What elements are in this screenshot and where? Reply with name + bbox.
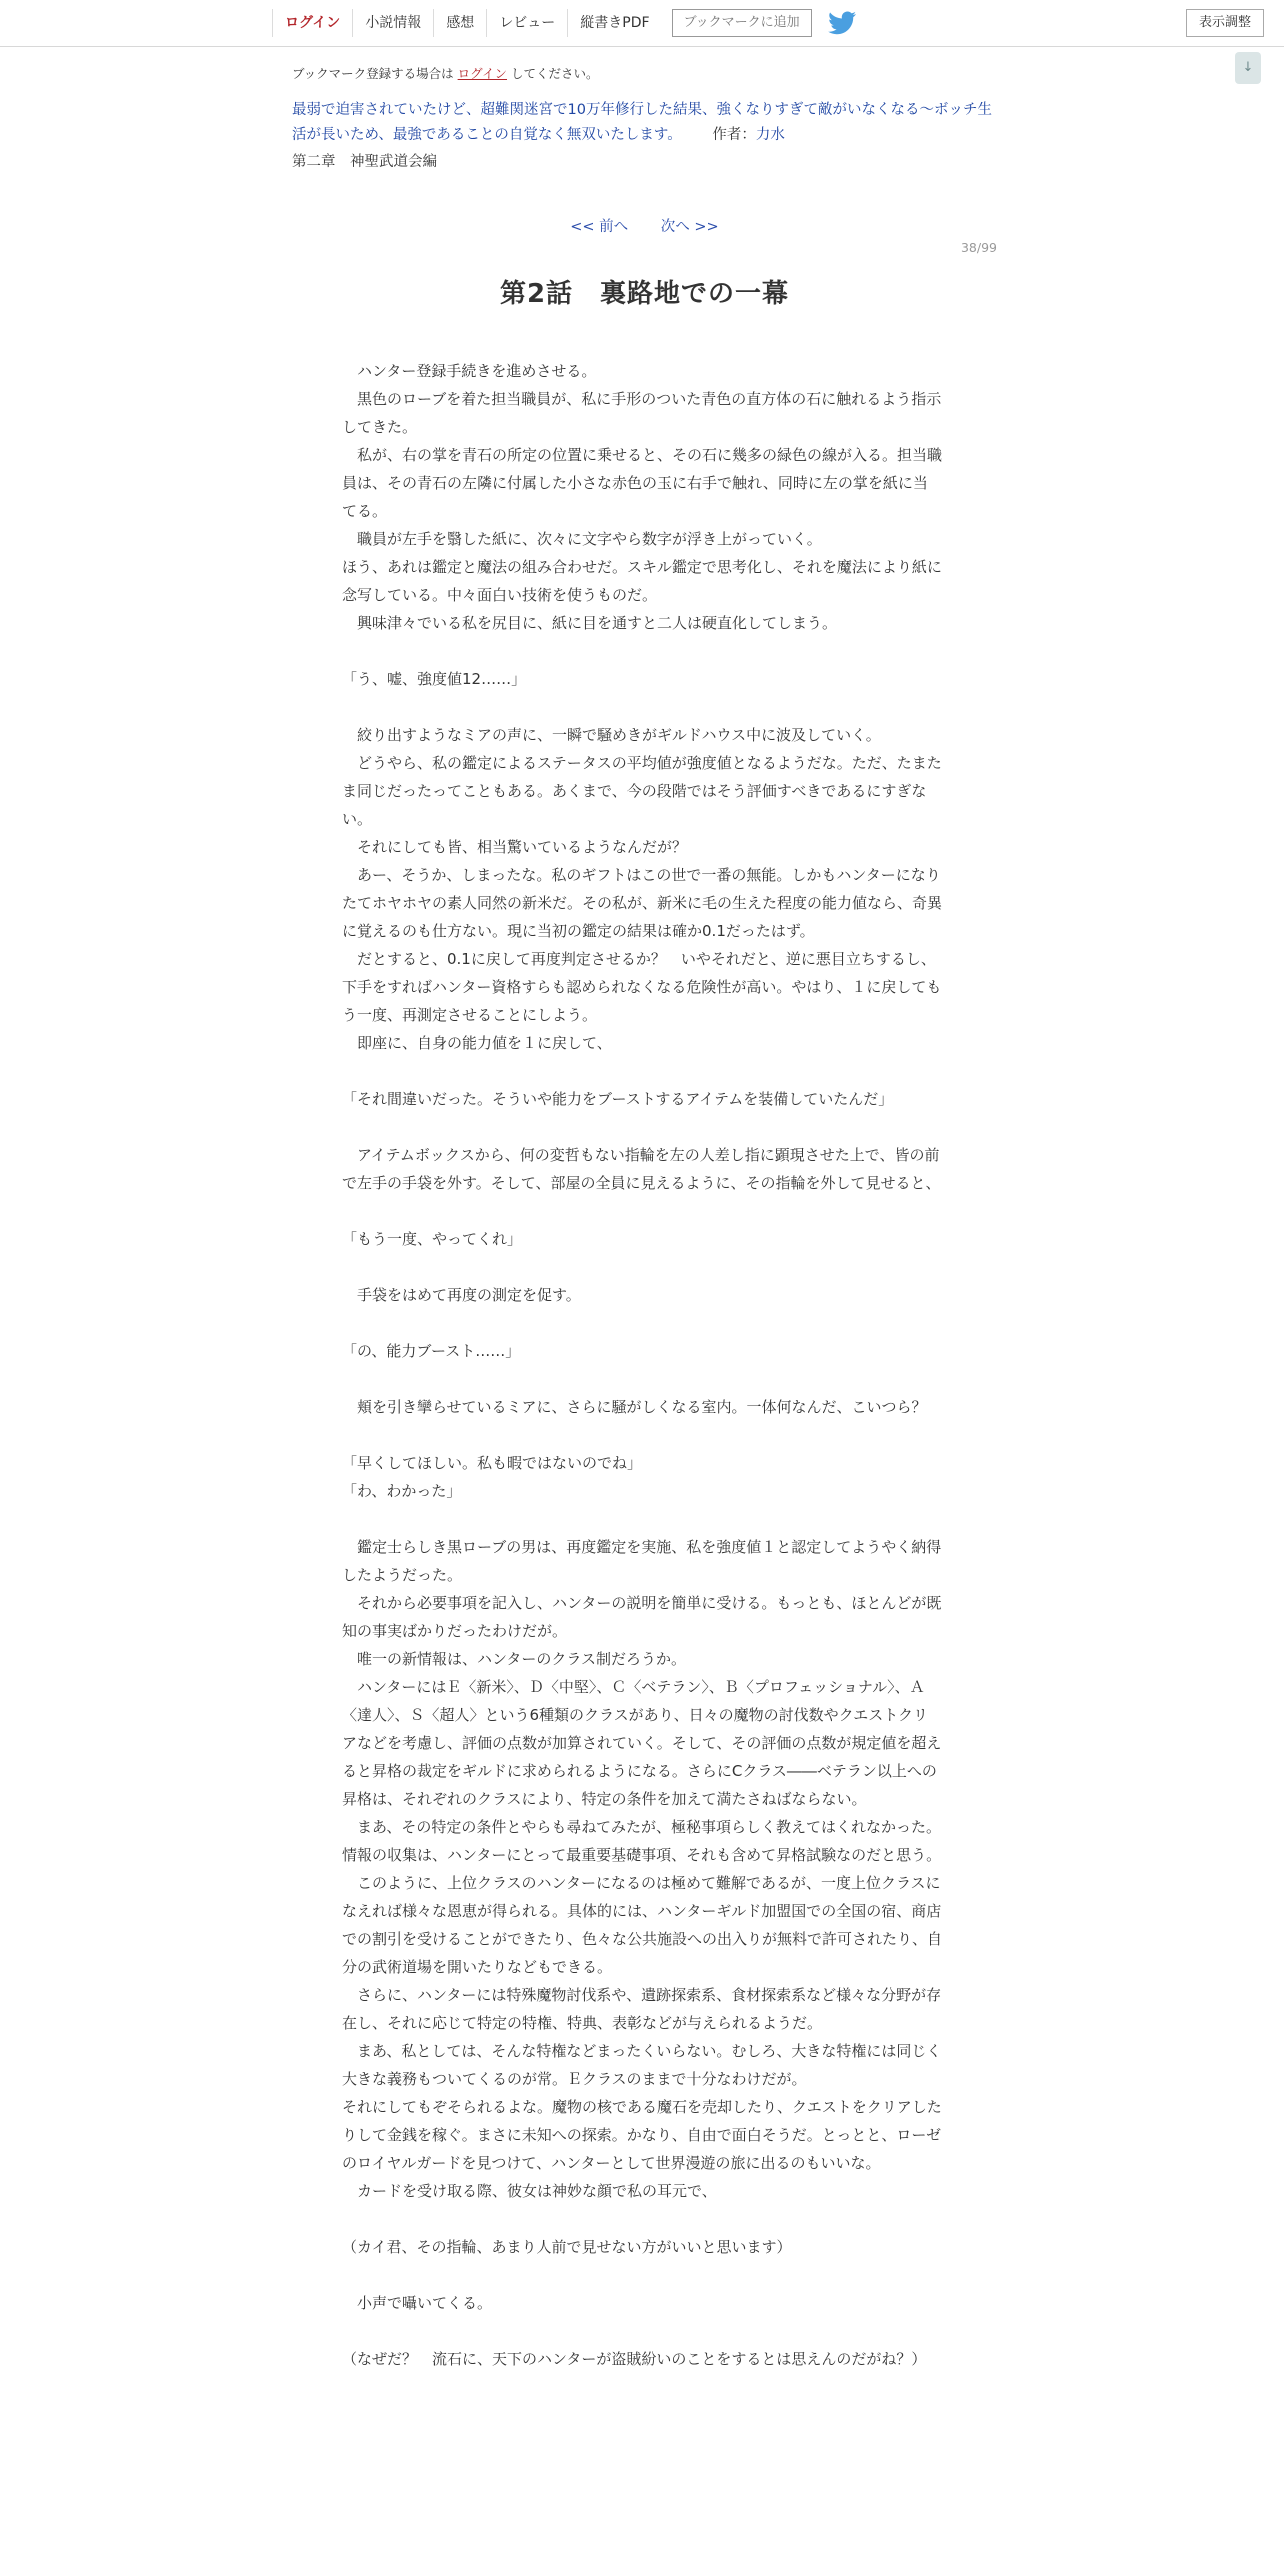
body-paragraph: 黒色のローブを着た担当職員が、私に手形のついた青色の直方体の石に触れるよう指示してきた。: [342, 390, 942, 436]
body-paragraph: [342, 1253, 942, 1281]
body-paragraph: カードを受け取る際、彼女は神妙な顔で私の耳元で、: [342, 2182, 717, 2200]
author-link[interactable]: 力水: [755, 127, 785, 143]
body-paragraph: 絞り出すようなミアの声に、一瞬で騒めきがギルドハウス中に波及していく。: [342, 726, 881, 744]
display-settings-button[interactable]: 表示調整: [1186, 9, 1264, 37]
episode-title: 第2話 裏路地での一幕: [499, 279, 790, 309]
body-paragraph: さらに、ハンターには特殊魔物討伐系や、遺跡探索系、食材探索系など様々な分野が存在し、それに応じて特定の特権、特典、表彰などが与えられるようだ。: [342, 1986, 942, 2032]
body-paragraph: 頬を引き攣らせているミアに、さらに騒がしくなる室内。一体何なんだ、こいつら？: [342, 1398, 927, 1416]
body-paragraph: 唯一の新情報は、ハンターのクラス制だろうか。: [342, 1650, 686, 1668]
novel-header: [292, 46, 997, 310]
episode-number: 38/99: [960, 240, 997, 255]
novel-title-link[interactable]: 最弱で迫害されていたけど、超難関迷宮で10万年修行した結果、強くなりすぎて敵がいなくなる～ボッチ生活が長いため、最強であることの自覚なく無双いたします。: [292, 102, 992, 143]
body-paragraph: [342, 2205, 942, 2233]
nav-novel-info-link[interactable]: 小説情報: [352, 9, 433, 37]
nav-review-link[interactable]: レビュー: [486, 9, 567, 37]
novel-title-block: [292, 98, 997, 148]
next-episode-link[interactable]: 次へ >>: [660, 219, 719, 235]
body-paragraph: 職員が左手を翳した紙に、次々に文字やら数字が浮き上がっていく。: [342, 530, 822, 548]
body-paragraph: 「それ間違いだった。そういや能力をブーストするアイテムを装備していたんだ」: [342, 1090, 894, 1108]
episode-body: [342, 357, 942, 2373]
body-paragraph: [342, 2261, 942, 2289]
chapter-title: 第二章 神聖武道会編: [292, 154, 437, 170]
body-paragraph: 手袋をはめて再度の測定を促す。: [342, 1286, 581, 1304]
body-paragraph: 「もう一度、やってくれ」: [342, 1230, 523, 1248]
body-paragraph: 「う、嘘、強度値12……」: [342, 670, 527, 688]
body-paragraph: 興味津々でいる私を尻目に、紙に目を通すと二人は硬直化してしまう。: [342, 614, 838, 632]
bookmark-notice: [292, 64, 997, 82]
body-paragraph: だとすると、0.1に戻して再度判定させるか？ いやそれだと、逆に悪目立ちするし、下手をすればハンター資格すらも認められなくなる危険性が高い。やはり、１に戻してもう一度、再測定させることにしよう。: [342, 950, 942, 1024]
bookmark-notice-after: してください。: [511, 66, 599, 81]
body-paragraph: 「わ、わかった」: [342, 1482, 462, 1500]
body-paragraph: 小声で囁いてくる。: [342, 2294, 493, 2312]
body-paragraph: [342, 693, 942, 721]
body-paragraph: [342, 1309, 942, 1337]
body-paragraph: 「早くしてほしい。私も暇ではないのでね」: [342, 1454, 643, 1472]
body-paragraph: このように、上位クラスのハンターになるのは極めて難解であるが、一度上位クラスになえれば様々な恩恵が得られる。具体的には、ハンターギルド加盟国での全国の宿、商店での割引を受けることができたり、色々な公共施設への出入りが無料で許可されたり、自分の武術道場を開いたりなどもできる。: [342, 1874, 943, 1976]
body-paragraph: [342, 1113, 942, 1141]
body-paragraph: [342, 1505, 942, 1533]
body-paragraph: [342, 1365, 942, 1393]
body-paragraph: 即座に、自身の能力値を１に戻して、: [342, 1034, 612, 1052]
body-paragraph: それから必要事項を記入し、ハンターの説明を簡単に受ける。もっとも、ほとんどが既知の事実ばかりだったわけだが。: [342, 1594, 942, 1640]
nav-impressions-link[interactable]: 感想: [433, 9, 486, 37]
body-paragraph: それにしても皆、相当驚いているようなんだが？: [342, 838, 688, 856]
prev-episode-link[interactable]: << 前へ: [570, 219, 629, 235]
body-paragraph: あー、そうか、しまったな。私のギフトはこの世で一番の無能。しかもハンターになりたてホヤホヤの素人同然の新米だ。その私が、新米に毛の生えた程度の能力値なら、奇異に覚えるのも仕方ない。現に当初の鑑定の結果は確か0.1だったはず。: [342, 866, 943, 940]
body-paragraph: 「の、能力ブースト……」: [342, 1342, 521, 1360]
body-paragraph: まあ、その特定の条件とやらも尋ねてみたが、極秘事項らしく教えてはくれなかった。情報の収集は、ハンターにとって最重要基礎事項、それも含めて昇格試験なのだと思う。: [342, 1818, 942, 1864]
bookmark-notice-before: ブックマーク登録する場合は: [292, 66, 454, 81]
add-bookmark-button[interactable]: ブックマークに追加: [672, 9, 812, 37]
body-paragraph: ハンター登録手続きを進めさせる。: [342, 362, 597, 380]
scroll-down-button[interactable]: ↓: [1235, 52, 1261, 84]
nav-vertical-pdf-link[interactable]: 縦書きPDF: [567, 9, 661, 37]
nav-list: [272, 0, 856, 46]
body-paragraph: [342, 1057, 942, 1085]
bookmark-notice-login-link[interactable]: ログイン: [457, 66, 508, 81]
body-paragraph: ハンターにはＥ〈新米〉、Ｄ〈中堅〉、Ｃ〈ベテラン〉、Ｂ〈プロフェッショナル〉、Ａ〈達人〉、Ｓ〈超人〉という6種類のクラスがあり、日々の魔物の討伐数やクエストクリアなどを考慮し、評価の点数が加算されていく。そして、その評価の点数が規定値を超えると昇格の裁定をギルドに求められるようになる。さらにCクラス――ベテラン以上への昇格は、それぞれのクラスにより、特定の条件を加えて満たさねばならない。: [342, 1678, 942, 1808]
body-paragraph: [342, 1421, 942, 1449]
nav-login-link[interactable]: ログイン: [272, 9, 352, 37]
body-paragraph: 私が、右の掌を青石の所定の位置に乗せると、その石に幾多の緑色の線が入る。担当職員は、その青石の左隣に付属した小さな赤色の玉に右手で触れ、同時に左の掌を紙に当てる。: [342, 446, 943, 520]
twitter-icon[interactable]: [828, 11, 856, 35]
body-paragraph: 鑑定士らしき黒ローブの男は、再度鑑定を実施、私を強度値１と認定してようやく納得したようだった。: [342, 1538, 942, 1584]
body-paragraph: アイテムボックスから、何の変哲もない指輪を左の人差し指に顕現させた上で、皆の前で左手の手袋を外す。そして、部屋の全員に見えるように、その指輪を外して見せると、: [342, 1146, 941, 1192]
top-navigation-bar: [0, 0, 1284, 47]
body-paragraph: （カイ君、その指輪、あまり人前で見せない方がいいと思います）: [342, 2238, 792, 2256]
body-paragraph: まあ、私としては、そんな特権などまったくいらない。むしろ、大きな特権には同じく大きな義務もついてくるのが常。Ｅクラスのままで十分なわけだが。: [342, 2042, 942, 2088]
body-paragraph: ほう、あれは鑑定と魔法の組み合わせだ。スキル鑑定で思考化し、それを魔法により紙に念写している。中々面白い技術を使うものだ。: [342, 558, 942, 604]
episode-pager: [292, 215, 997, 236]
body-paragraph: [342, 637, 942, 665]
body-paragraph: [342, 1197, 942, 1225]
body-paragraph: どうやら、私の鑑定によるステータスの平均値が強度値となるようだな。ただ、たまたま同じだったってこともある。あくまで、今の段階ではそう評価すべきであるにすぎない。: [342, 754, 942, 828]
body-paragraph: [342, 2317, 942, 2345]
body-paragraph: （なぜだ？ 流石に、天下のハンターが盗賊紛いのことをするとは思えんのだがね？）: [342, 2350, 927, 2368]
body-paragraph: それにしてもぞそられるよな。魔物の核である魔石を売却したり、クエストをクリアしたりして金銭を稼ぐ。まさに未知への探索。かなり、自由で面白そうだ。とっとと、ローゼのロイヤルガードを見つけて、ハンターとして世界漫遊の旅に出るのもいいな。: [342, 2098, 942, 2172]
author-label: 作者：: [712, 127, 756, 143]
